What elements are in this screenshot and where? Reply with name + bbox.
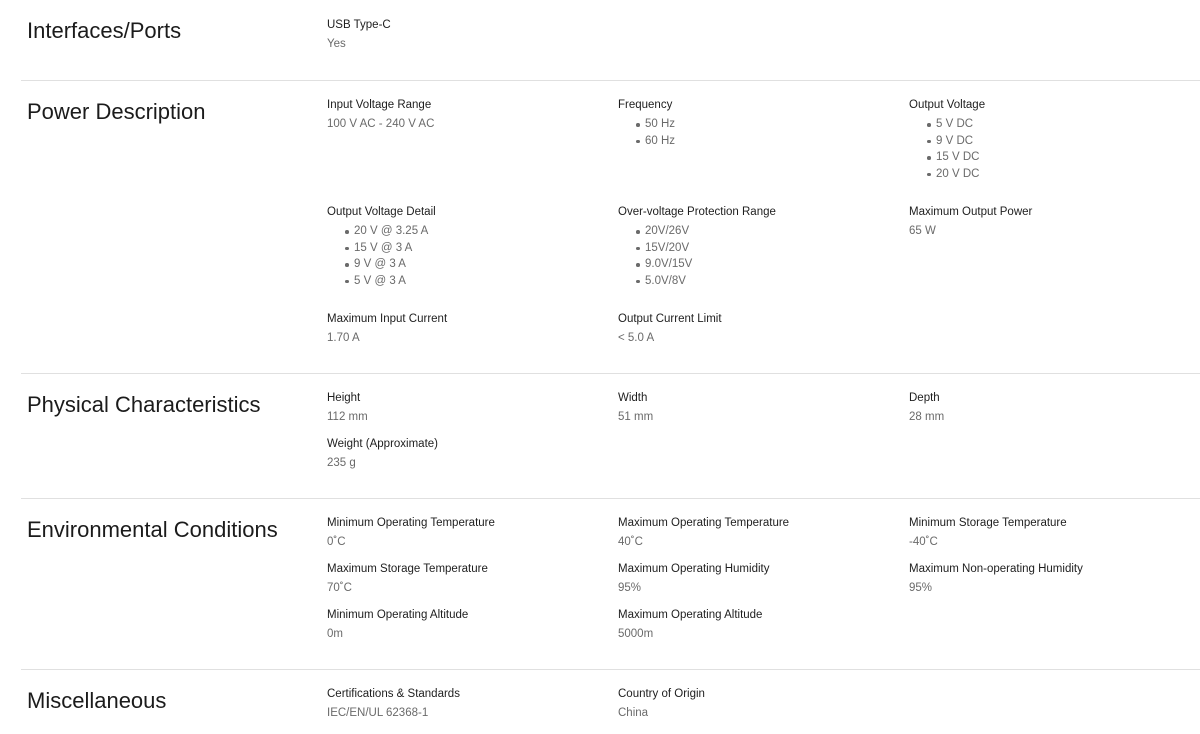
spec-label: Maximum Output Power: [909, 206, 1033, 218]
spec-label: Minimum Storage Temperature: [909, 517, 1067, 529]
spec-over-voltage-protection-range: [618, 205, 898, 289]
spec-label: Maximum Operating Temperature: [618, 517, 790, 529]
spec-max-storage-temperature: [327, 562, 607, 596]
list-item: 5.0V/8V: [645, 273, 898, 290]
spec-weight: [327, 437, 607, 471]
spec-value: < 5.0 A: [618, 332, 655, 344]
section-title: Interfaces/Ports: [27, 18, 182, 43]
list-item: 20 V DC: [936, 166, 1189, 183]
spec-depth: [909, 391, 1189, 425]
list-item: 20V/26V: [645, 223, 898, 240]
spec-label: Country of Origin: [618, 688, 705, 700]
spec-value: 235 g: [327, 457, 356, 469]
section-miscellaneous: [21, 669, 1200, 734]
list-item: 60 Hz: [645, 133, 898, 150]
spec-usb-type-c: [327, 18, 607, 52]
spec-value: 95%: [909, 582, 933, 594]
spec-value: 100 V AC - 240 V AC: [327, 118, 435, 130]
spec-max-operating-altitude: [618, 608, 898, 642]
spec-label: Maximum Storage Temperature: [327, 563, 488, 575]
spec-maximum-output-power: [909, 205, 1189, 239]
spec-max-non-operating-humidity: [909, 562, 1189, 596]
spec-label: Minimum Operating Temperature: [327, 517, 495, 529]
list-item: 9 V DC: [936, 133, 1189, 150]
spec-value: 70˚C: [327, 582, 352, 594]
list-item: 5 V @ 3 A: [354, 273, 607, 290]
spec-label: Height: [327, 392, 361, 404]
section-physical-characteristics: [21, 373, 1200, 499]
spec-frequency: [618, 98, 898, 149]
spec-value: 0˚C: [327, 536, 346, 548]
spec-label: Input Voltage Range: [327, 99, 432, 111]
list-item: 20 V @ 3.25 A: [354, 223, 607, 240]
spec-height: [327, 391, 607, 425]
spec-value: IEC/EN/UL 62368-1: [327, 707, 429, 719]
spec-value: 1.70 A: [327, 332, 360, 344]
spec-value: 5000m: [618, 628, 654, 640]
list-item: 9 V @ 3 A: [354, 256, 607, 273]
spec-label: Output Voltage: [909, 99, 986, 111]
spec-max-operating-temperature: [618, 516, 898, 550]
list-item: 50 Hz: [645, 116, 898, 133]
spec-value: 28 mm: [909, 411, 945, 423]
spec-label: Maximum Operating Humidity: [618, 563, 770, 575]
spec-label: Over-voltage Protection Range: [618, 206, 776, 218]
spec-maximum-input-current: [327, 312, 607, 346]
list-item: 15V/20V: [645, 240, 898, 257]
section-power-description: [21, 80, 1200, 374]
spec-label: Output Voltage Detail: [327, 206, 436, 218]
list-item: 9.0V/15V: [645, 256, 898, 273]
spec-value-list: [327, 223, 607, 289]
spec-value: 65 W: [909, 225, 936, 237]
spec-certifications-standards: [327, 687, 607, 721]
spec-label: Weight (Approximate): [327, 438, 438, 450]
spec-max-operating-humidity: [618, 562, 898, 596]
spec-min-operating-temperature: [327, 516, 607, 550]
spec-value: Yes: [327, 38, 346, 50]
spec-label: Maximum Operating Altitude: [618, 609, 763, 621]
spec-label: Certifications & Standards: [327, 688, 460, 700]
spec-output-current-limit: [618, 312, 898, 346]
spec-value: 51 mm: [618, 411, 654, 423]
section-title: Miscellaneous: [27, 688, 167, 713]
spec-input-voltage-range: [327, 98, 607, 132]
spec-value-list: [618, 223, 898, 289]
spec-value: -40˚C: [909, 536, 938, 548]
spec-label: USB Type-C: [327, 19, 391, 31]
spec-country-of-origin: [618, 687, 898, 721]
spec-value: 95%: [618, 582, 642, 594]
spec-label: Depth: [909, 392, 940, 404]
section-title: Environmental Conditions: [27, 517, 278, 542]
list-item: 15 V @ 3 A: [354, 240, 607, 257]
spec-label: Frequency: [618, 99, 673, 111]
spec-label: Maximum Non-operating Humidity: [909, 563, 1083, 575]
spec-value-list: [909, 116, 1189, 182]
spec-label: Minimum Operating Altitude: [327, 609, 469, 621]
list-item: 5 V DC: [936, 116, 1189, 133]
spec-value: 112 mm: [327, 411, 368, 423]
spec-value: 40˚C: [618, 536, 643, 548]
section-title: Power Description: [27, 99, 206, 124]
spec-label: Width: [618, 392, 648, 404]
spec-output-voltage: [909, 98, 1189, 182]
section-interfaces-ports: [21, 0, 1200, 80]
section-title: Physical Characteristics: [27, 392, 261, 417]
list-item: 15 V DC: [936, 149, 1189, 166]
spec-min-storage-temperature: [909, 516, 1189, 550]
spec-width: [618, 391, 898, 425]
spec-min-operating-altitude: [327, 608, 607, 642]
spec-label: Maximum Input Current: [327, 313, 448, 325]
spec-output-voltage-detail: [327, 205, 607, 289]
spec-value: 0m: [327, 628, 343, 640]
spec-value-list: [618, 116, 898, 149]
spec-label: Output Current Limit: [618, 313, 722, 325]
section-environmental-conditions: [21, 498, 1200, 670]
spec-value: China: [618, 707, 649, 719]
